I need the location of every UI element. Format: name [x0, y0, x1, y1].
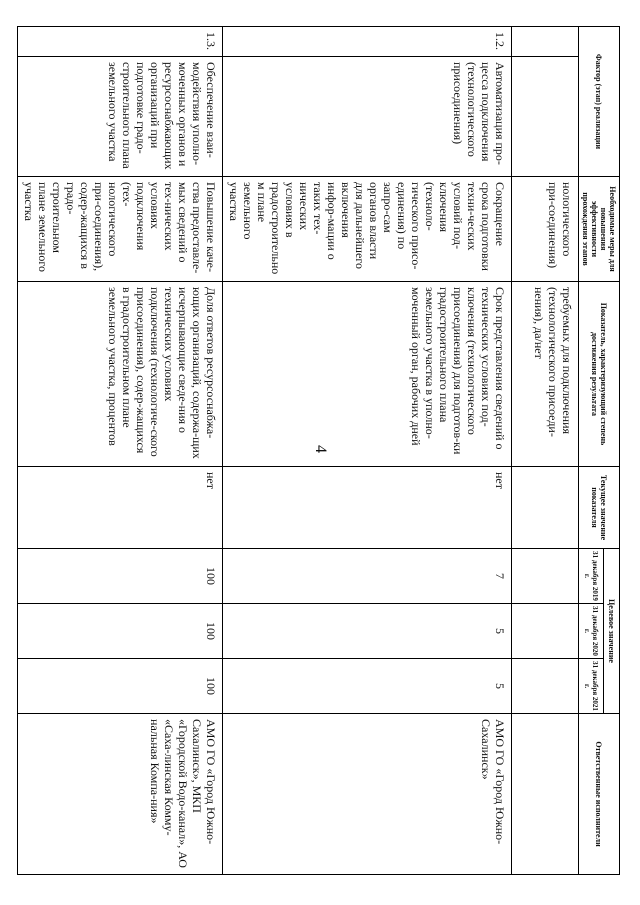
measures-cell: Повышение каче-ства предоставле-мых сведений о тех-нических условиях подключения (тех-нологического при-соединения), содер-жащихся в градо-строительном плане земельного участка — [18, 177, 223, 282]
header-responsible: Ответственные исполнители — [579, 714, 620, 875]
factor-cell: Обеспечение взаи-модействия уполно-моченных органов и ресурсоснабжающих организаций при подготовке градо-строительного плана земельного участка — [18, 57, 223, 177]
target-2020-cell: 5 — [223, 604, 512, 659]
header-factor: Фактор (этап) реализации — [579, 27, 620, 177]
responsible-cell: АМО ГО «Город Южно-Сахалинск» — [223, 714, 512, 875]
measures-table-sheet — [22, 26, 620, 874]
indicator-cell: требуемых для подключения (технологического присоеди-нения), да/нет — [512, 282, 579, 467]
header-target-value: Целевое значение — [603, 549, 619, 714]
target-2019-cell — [512, 549, 579, 604]
row-number: 1.2. — [223, 27, 512, 57]
indicator-cell: Срок представления сведений о технических условиях под-ключения (технологического присоединения) для подготов-ки градостроительного плана земельного участка в уполно-моченный орган, рабочих дней — [223, 282, 512, 467]
target-2020-cell: 100 — [18, 604, 223, 659]
measures-cell: Сокращение срока подготовки техни-ческих условий под-ключения (техноло-гического присо-единения) по запро-сам органов власти для дальнейшего включения инфор-мации о таких тех-нических условиях в градостроительном плане земельного участка — [223, 177, 512, 282]
header-measures: Необходимые меры для повышения эффективности прохождения этапов — [579, 177, 620, 282]
target-2021-cell: 5 — [223, 659, 512, 714]
factor-cell — [512, 57, 579, 177]
header-indicator: Показатель, характеризующий степень достижения результата — [579, 282, 620, 467]
target-2019-cell: 7 — [223, 549, 512, 604]
target-2020-cell — [512, 604, 579, 659]
current-value-cell: нет — [18, 467, 223, 549]
target-2021-cell: 100 — [18, 659, 223, 714]
table-row — [223, 27, 512, 875]
header-date-2020: 31 декабря 2020 г. — [579, 604, 604, 659]
measures-cell: нологического при-соединения) — [512, 177, 579, 282]
responsible-cell: АМО ГО «Город Южно-Сахалинск», МКП «Городской Водо-канал», АО «Саха-линская Комму-нальная Компа-ния» — [18, 714, 223, 875]
header-current-value: Текущее значение показателя — [579, 467, 620, 549]
table-row — [18, 27, 223, 875]
header-date-2021: 31 декабря 2021 г. — [579, 659, 604, 714]
current-value-cell — [512, 467, 579, 549]
header-date-2019: 31 декабря 2019 г. — [579, 549, 604, 604]
page-number: 4 — [312, 445, 329, 453]
responsible-cell — [512, 714, 579, 875]
table-row — [512, 27, 579, 875]
current-value-cell: нет — [223, 467, 512, 549]
row-number: 1.3. — [18, 27, 223, 57]
measures-table — [17, 26, 620, 875]
row-number — [512, 27, 579, 57]
target-2019-cell: 100 — [18, 549, 223, 604]
indicator-cell: Доля ответов ресурсоснабжа-ющих организаций, содержа-щих исчерпывающие сведе-ния о технических условиях подключения (технологиче-ского присоединения), содер-жащихся в градостроительном плане земельного участка, процентов — [18, 282, 223, 467]
factor-cell: Автоматизация про-цесса подключения (технологического присоединения) — [223, 57, 512, 177]
target-2021-cell — [512, 659, 579, 714]
